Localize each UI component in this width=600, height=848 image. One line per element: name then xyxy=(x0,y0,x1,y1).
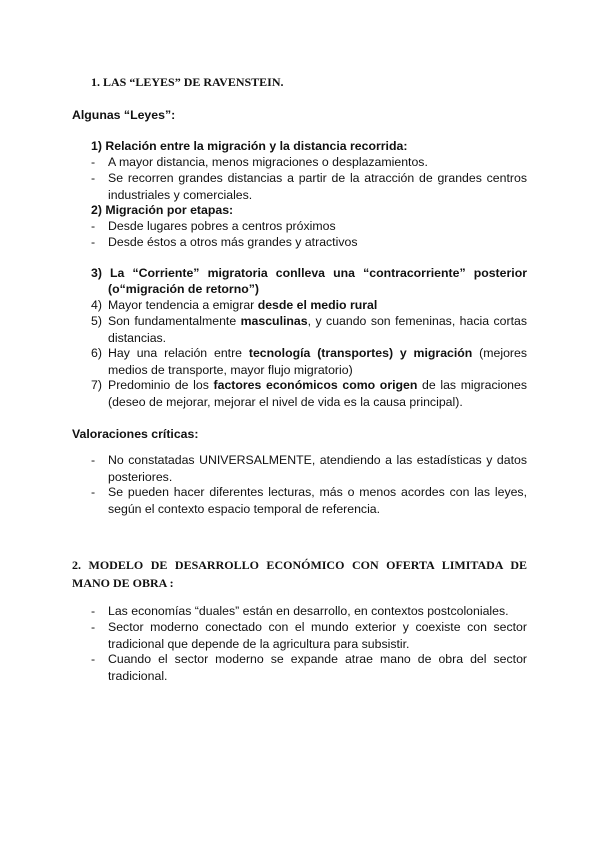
law4-number: 4) xyxy=(91,298,102,312)
law4-item xyxy=(91,297,527,314)
law3-line1: 3) La “Corriente” migratoria conlleva una “contracorriente” posterior xyxy=(91,266,527,280)
bullet-marker: - xyxy=(91,453,96,467)
law6-post: (mejores medios de transporte, mayor flujo migratorio) xyxy=(108,346,528,377)
law7-post: de las migraciones (deseo de mejorar, mejorar el nivel de vida es la causa principal). xyxy=(108,378,527,409)
law5-number: 5) xyxy=(91,314,102,328)
list-item xyxy=(91,651,527,684)
bullet-marker: - xyxy=(91,620,96,634)
law6-item xyxy=(91,345,527,378)
law2-title: 2) Migración por etapas: xyxy=(91,203,234,217)
bullet-marker: - xyxy=(91,485,96,499)
law1-bullet-1: A mayor distancia, menos migraciones o desplazamientos. xyxy=(108,155,428,169)
valoracion-1: No constatadas UNIVERSALMENTE, atendiendo a las estadísticas y datos posteriores. xyxy=(108,453,527,484)
law4-text: Mayor tendencia a emigrar xyxy=(108,298,258,312)
leyes-intro: Algunas “Leyes”: xyxy=(72,108,176,122)
list-item xyxy=(91,234,527,251)
list-item xyxy=(91,603,527,620)
bullet-marker: - xyxy=(91,171,96,185)
list-item xyxy=(91,170,527,203)
law7-item xyxy=(91,377,527,410)
valoraciones-title: Valoraciones críticas: xyxy=(72,427,199,441)
bullet-marker: - xyxy=(91,155,96,169)
law5-item xyxy=(91,313,527,346)
valoracion-2: Se pueden hacer diferentes lecturas, más o menos acordes con las leyes, según el contexto espacio temporal de referencia. xyxy=(108,485,527,516)
law2-bullet-1: Desde lugares pobres a centros próximos xyxy=(108,219,336,233)
section1-heading: 1. LAS “LEYES” DE RAVENSTEIN. xyxy=(91,75,284,89)
law7-text: Predominio de los xyxy=(108,378,214,392)
law7-bold: factores económicos como origen xyxy=(213,378,418,392)
law7-number: 7) xyxy=(91,378,102,392)
law6-number: 6) xyxy=(91,346,102,360)
law5-bold: masculinas xyxy=(240,314,308,328)
section2-bullet-3: Cuando el sector moderno se expande atrae mano de obra del sector tradicional. xyxy=(108,652,527,683)
list-item xyxy=(91,619,527,652)
law2-bullet-2: Desde éstos a otros más grandes y atractivos xyxy=(108,235,358,249)
law1-title: 1) Relación entre la migración y la distancia recorrida: xyxy=(91,139,408,153)
law3-line2: (o“migración de retorno”) xyxy=(108,282,259,296)
list-item xyxy=(91,218,527,235)
list-item xyxy=(91,452,527,485)
bullet-marker: - xyxy=(91,652,96,666)
law5-text: Son fundamentalmente xyxy=(108,314,241,328)
law1-bullet-2: Se recorren grandes distancias a partir de la atracción de grandes centros industriales y comerciales. xyxy=(108,171,527,202)
bullet-marker: - xyxy=(91,235,96,249)
section2-heading-line1: 2. MODELO DE DESARROLLO ECONÓMICO CON OFERTA LIMITADA DE xyxy=(72,558,527,572)
bullet-marker: - xyxy=(91,219,96,233)
law6-text: Hay una relación entre xyxy=(108,346,249,360)
section2-heading-line2: MANO DE OBRA : xyxy=(72,576,174,590)
list-item xyxy=(91,154,527,171)
list-item xyxy=(91,484,527,517)
law5-post: , y cuando son femeninas, hacia cortas distancias. xyxy=(108,314,527,345)
bullet-marker: - xyxy=(91,604,96,618)
section2-bullet-2: Sector moderno conectado con el mundo exterior y coexiste con sector tradicional que depende de la agricultura para subsistir. xyxy=(108,620,527,651)
law6-bold: tecnología (transportes) y migración xyxy=(248,346,473,360)
law4-bold: desde el medio rural xyxy=(257,298,378,312)
section2-bullet-1: Las economías “duales” están en desarrollo, en contextos postcoloniales. xyxy=(108,604,509,618)
